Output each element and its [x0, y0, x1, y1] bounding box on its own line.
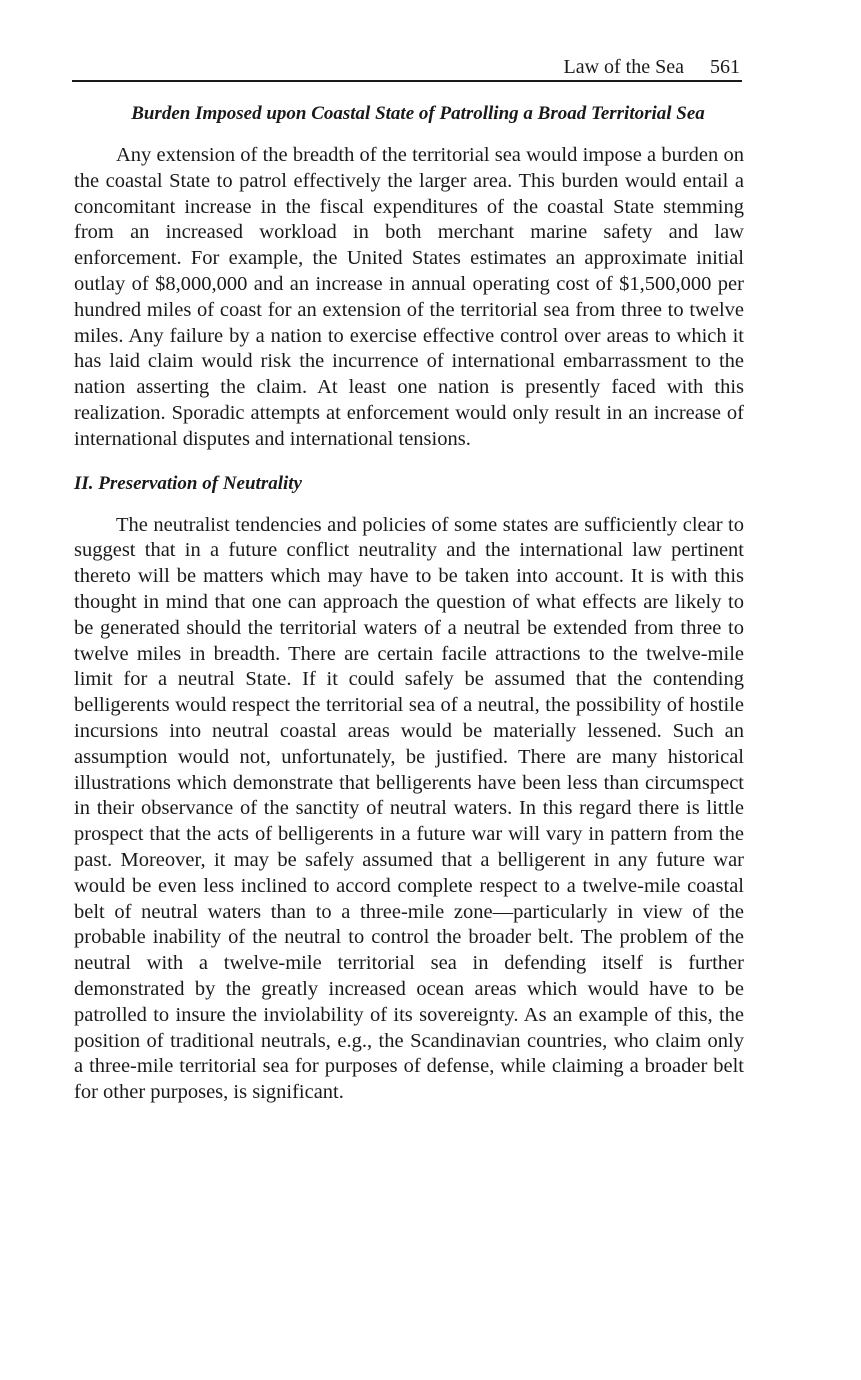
header-rule [72, 80, 742, 82]
running-head [72, 54, 742, 80]
section-heading-neutrality: II. Preservation of Neutrality [74, 472, 302, 494]
paragraph-burden: Any extension of the breadth of the territorial sea would impose a burden on the coastal State to patrol effectively the larger area. This burden would entail a concomitant increase in the fiscal expenditures of the coastal State stemming from an increased workload in both merchant marine safety and law enforcement. For example, the United States estimates an approximate initial outlay of $8,000,000 and an increase in annual operating cost of $1,500,000 per hundred miles of coast for an extension of the territorial sea from three to twelve miles. Any failure by a nation to exercise effective control over areas to which it has laid claim would risk the incurrence of international embarrassment to the nation asserting the claim. At least one nation is presently faced with this realization. Sporadic attempts at enforcement would only result in an increase of international disputes and international tensions. [74, 144, 744, 450]
page-body [74, 101, 744, 1106]
section-heading-burden: Burden Imposed upon Coastal State of Patrolling a Broad Territorial Sea [131, 103, 705, 124]
paragraph-neutrality: The neutralist tendencies and policies of some states are sufficiently clear to suggest that in a future conflict neutrality and the international law pertinent thereto will be matters which may have to be taken into account. It is with this thought in mind that one can approach the question of what effects are likely to be generated should the territorial waters of a neutral be extended from three to twelve miles in breadth. There are certain facile attractions to the twelve-mile limit for a neutral State. If it could safely be assumed that the contending belligerents would respect the territorial sea of a neutral, the possibility of hostile incursions into neutral coastal areas would be materially lessened. Such an assumption would not, unfortunately, be justified. There are many historical illustrations which demonstrate that belligerents have been less than circumspect in their observance of the sanctity of neutral waters. In this regard there is little prospect that the acts of belligerents in a future war will vary in pattern from the past. Moreover, it may be safely assumed that a belligerent in any future war would be even less inclined to accord complete respect to a twelve-mile coastal belt of neutral waters than to a three-mile zone—particularly in view of the probable inability of the neutral to control the broader belt. The problem of the neutral with a twelve-mile territorial sea in defending itself is further demonstrated by the greatly increased ocean areas which would have to be patrolled to insure the inviolability of its sovereignty. As an example of this, the position of traditional neutrals, e.g., the Scandinavian countries, who claim only a three-mile territorial sea for purposes of defense, while claiming a broader belt for other purposes, is significant. [74, 513, 744, 1104]
running-head-title: Law of the Sea [563, 56, 684, 78]
page-number: 561 [710, 56, 740, 78]
